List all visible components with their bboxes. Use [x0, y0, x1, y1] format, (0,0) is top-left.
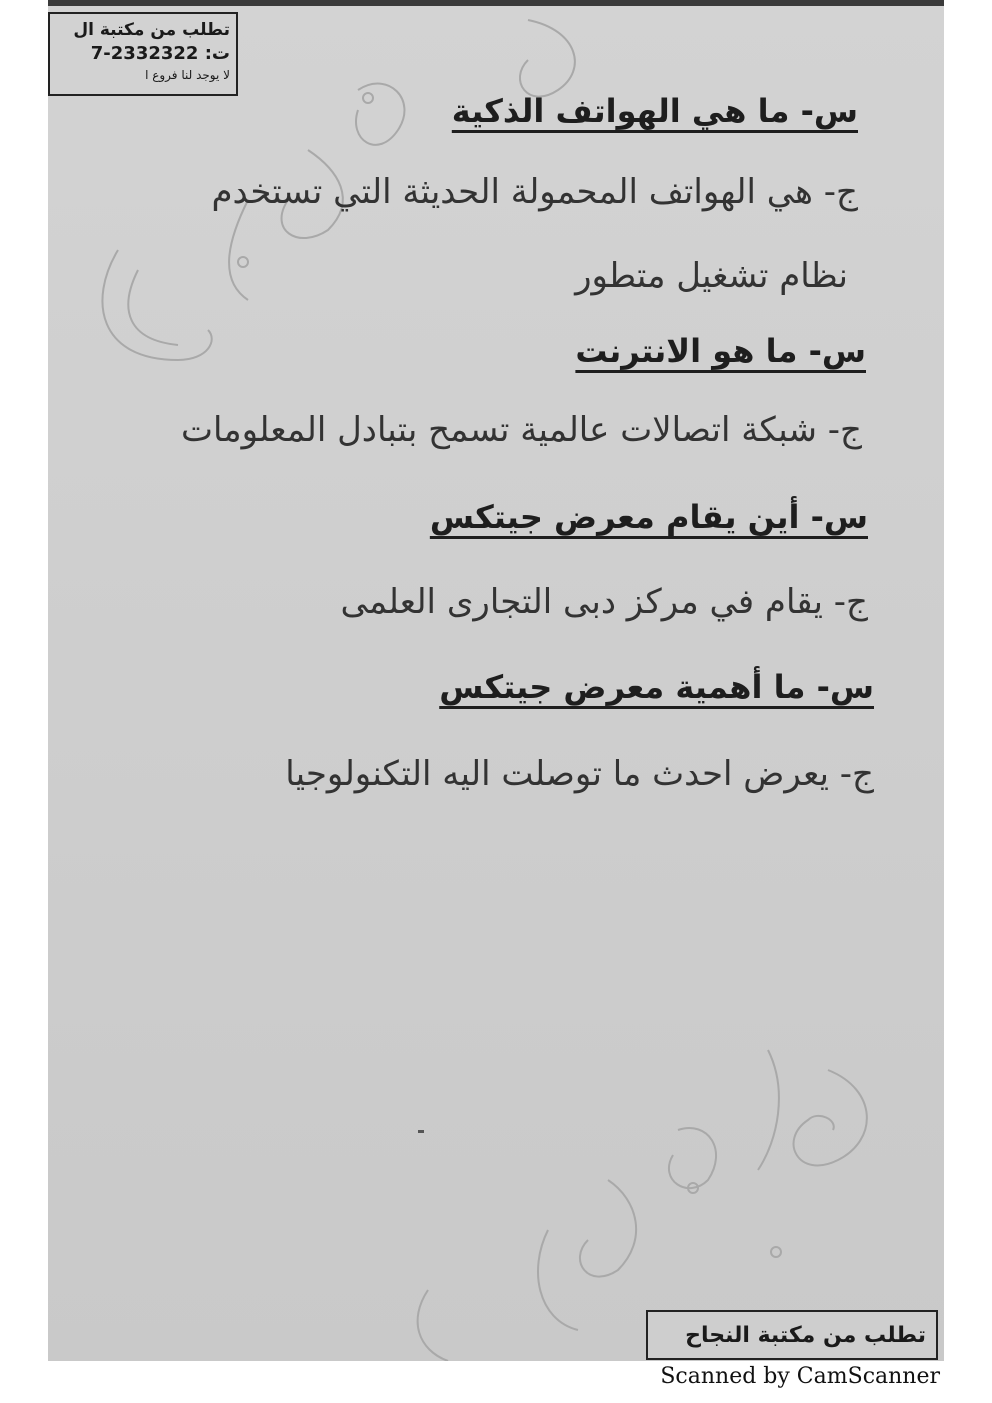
- camscanner-footer: Scanned by CamScanner: [660, 1364, 940, 1389]
- answer-3: ج- يقام في مركز دبى التجارى العلمى: [340, 582, 868, 622]
- stamp-top-phone: ت: 2332322-7: [90, 43, 230, 64]
- stray-mark: [418, 1130, 424, 1133]
- stamp-top-line3: لا يوجد لنا فروع ا: [145, 68, 230, 82]
- library-stamp-top: [48, 12, 238, 96]
- question-4: س- ما أهمية معرض جيتكس: [439, 668, 874, 706]
- scanned-document: [48, 0, 944, 1361]
- answer-1-line-2: نظام تشغيل متطور: [575, 256, 848, 296]
- library-stamp-bottom: تطلب من مكتبة النجاح: [646, 1310, 938, 1360]
- question-1: س- ما هي الهواتف الذكية: [451, 92, 858, 130]
- answer-4: ج- يعرض احدث ما توصلت اليه التكنولوجيا: [285, 754, 874, 794]
- question-3: س- أين يقام معرض جيتكس: [429, 498, 868, 536]
- answer-2: ج- شبكة اتصالات عالمية تسمح بتبادل المعلومات: [181, 410, 862, 450]
- answer-1-line-1: ج- هي الهواتف المحمولة الحديثة التي تستخدم: [211, 172, 858, 212]
- top-border-rule: [48, 0, 944, 6]
- stamp-top-line1: تطلب من مكتبة ال: [73, 20, 230, 40]
- question-2: س- ما هو الانترنت: [575, 332, 866, 370]
